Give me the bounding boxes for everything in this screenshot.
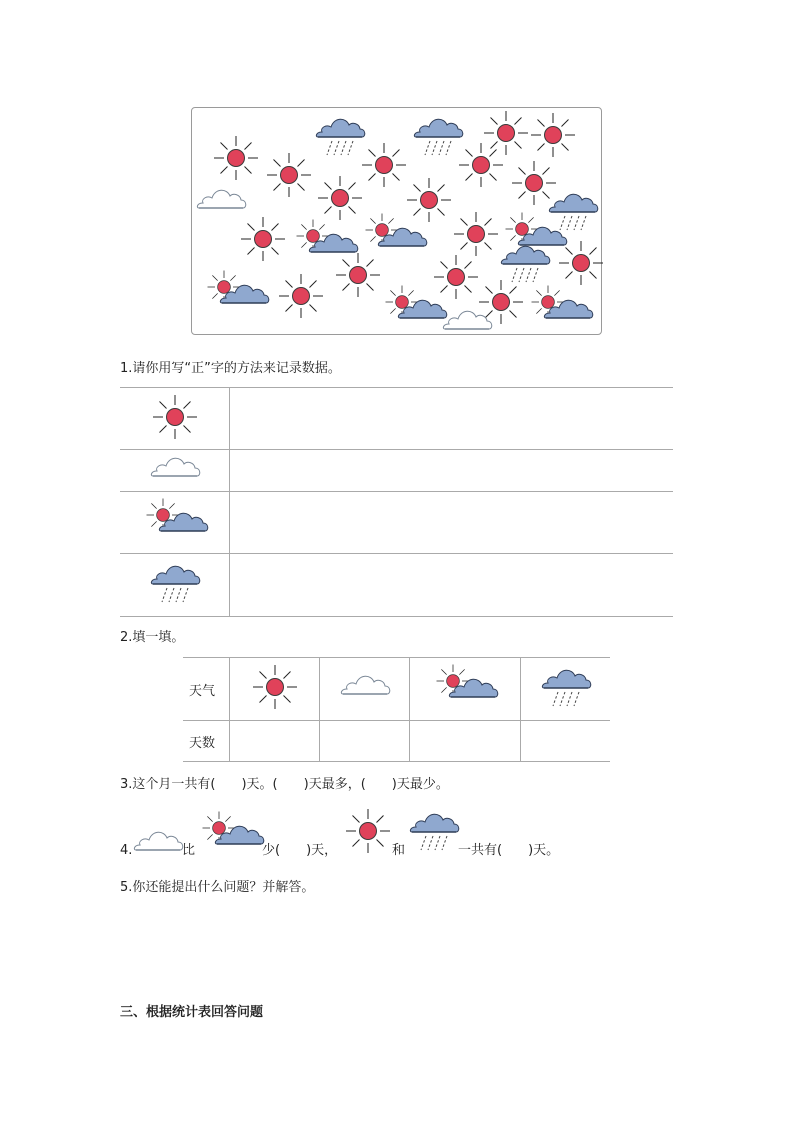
- question-4-number: 4.: [120, 843, 133, 858]
- white-cloud-icon: [145, 454, 205, 484]
- sun-icon: [267, 153, 311, 197]
- sun-icon: [512, 161, 556, 205]
- days-label: 天数: [183, 721, 230, 762]
- days-answer-cloudy[interactable]: [320, 721, 410, 762]
- tally-icon-cell: [120, 450, 230, 492]
- sun-icon: [484, 111, 528, 155]
- sun-behind-cloud-icon: [140, 496, 210, 546]
- white-cloud-icon: [443, 311, 491, 329]
- fill-icon-cell: [410, 658, 521, 721]
- white-cloud-icon: [130, 830, 186, 856]
- tally-row-cloudy: [120, 450, 673, 492]
- tally-icon-cell: [120, 554, 230, 617]
- sun-icon: [241, 217, 285, 261]
- tally-answer-cell-sunny[interactable]: [230, 388, 674, 450]
- question-4-he: 和: [392, 843, 406, 858]
- tally-icon-cell: [120, 388, 230, 450]
- sun-behind-cloud-icon: [208, 271, 269, 304]
- rain-cloud-icon: [316, 119, 364, 155]
- sun-icon: [214, 136, 258, 180]
- rain-cloud-icon: [549, 194, 597, 230]
- rain-cloud-icon: [536, 662, 596, 712]
- tally-answer-cell-partly[interactable]: [230, 492, 674, 554]
- question-4-bi: 比: [182, 843, 196, 858]
- question-4-total: 一共有( )天。: [458, 843, 560, 858]
- days-answer-partly[interactable]: [410, 721, 521, 762]
- sun-behind-cloud-icon: [386, 286, 447, 319]
- sun-behind-cloud-icon: [532, 286, 593, 319]
- section-3-heading: 三、根据统计表回答问题: [120, 1005, 264, 1020]
- tally-icon-cell: [120, 492, 230, 554]
- sun-icon: [434, 255, 478, 299]
- sun-behind-cloud-icon: [196, 810, 266, 858]
- days-answer-sunny[interactable]: [230, 721, 320, 762]
- sun-icon: [145, 390, 205, 444]
- tally-table: [120, 387, 673, 617]
- question-4-shao: 少( )天，: [262, 843, 338, 858]
- sun-icon: [531, 113, 575, 157]
- rain-cloud-icon: [406, 808, 462, 854]
- rain-cloud-icon: [145, 558, 205, 608]
- question-5-text: 5.你还能提出什么问题？并解答。: [120, 880, 315, 895]
- tally-row-sunny: [120, 388, 673, 450]
- sun-icon: [336, 253, 380, 297]
- sun-icon: [279, 274, 323, 318]
- sun-behind-cloud-icon: [297, 220, 358, 253]
- tally-row-rainy: [120, 554, 673, 617]
- question-4: [120, 806, 600, 862]
- fill-row-weather: [183, 658, 610, 721]
- sun-behind-cloud-icon: [428, 661, 502, 713]
- rain-cloud-icon: [414, 119, 462, 155]
- sun-icon: [454, 212, 498, 256]
- sun-behind-cloud-icon: [366, 214, 427, 247]
- fill-table: [183, 657, 610, 762]
- white-cloud-icon: [197, 190, 245, 208]
- sun-icon: [362, 143, 406, 187]
- question-2-text: 2.填一填。: [120, 630, 185, 645]
- fill-row-days: [183, 721, 610, 762]
- tally-answer-cell-cloudy[interactable]: [230, 450, 674, 492]
- tally-answer-cell-rainy[interactable]: [230, 554, 674, 617]
- fill-icon-cell: [521, 658, 610, 721]
- tally-row-partly: [120, 492, 673, 554]
- sun-icon: [559, 241, 603, 285]
- question-3-text: 3.这个月一共有( )天。( )天最多，( )天最少。: [120, 777, 449, 792]
- weather-label: 天气: [183, 658, 230, 721]
- days-answer-rainy[interactable]: [521, 721, 610, 762]
- question-1-text: 1.请你用写“正”字的方法来记录数据。: [120, 361, 341, 376]
- rain-cloud-icon: [501, 246, 549, 282]
- fill-icon-cell: [320, 658, 410, 721]
- white-cloud-icon: [335, 672, 395, 702]
- sun-icon: [407, 178, 451, 222]
- sun-behind-cloud-icon: [506, 213, 567, 246]
- sun-icon: [318, 176, 362, 220]
- sun-icon: [343, 806, 393, 856]
- weather-picture-panel: [191, 107, 602, 335]
- fill-icon-cell: [230, 658, 320, 721]
- sun-icon: [459, 143, 503, 187]
- weather-picture: [192, 108, 603, 336]
- sun-icon: [245, 660, 305, 714]
